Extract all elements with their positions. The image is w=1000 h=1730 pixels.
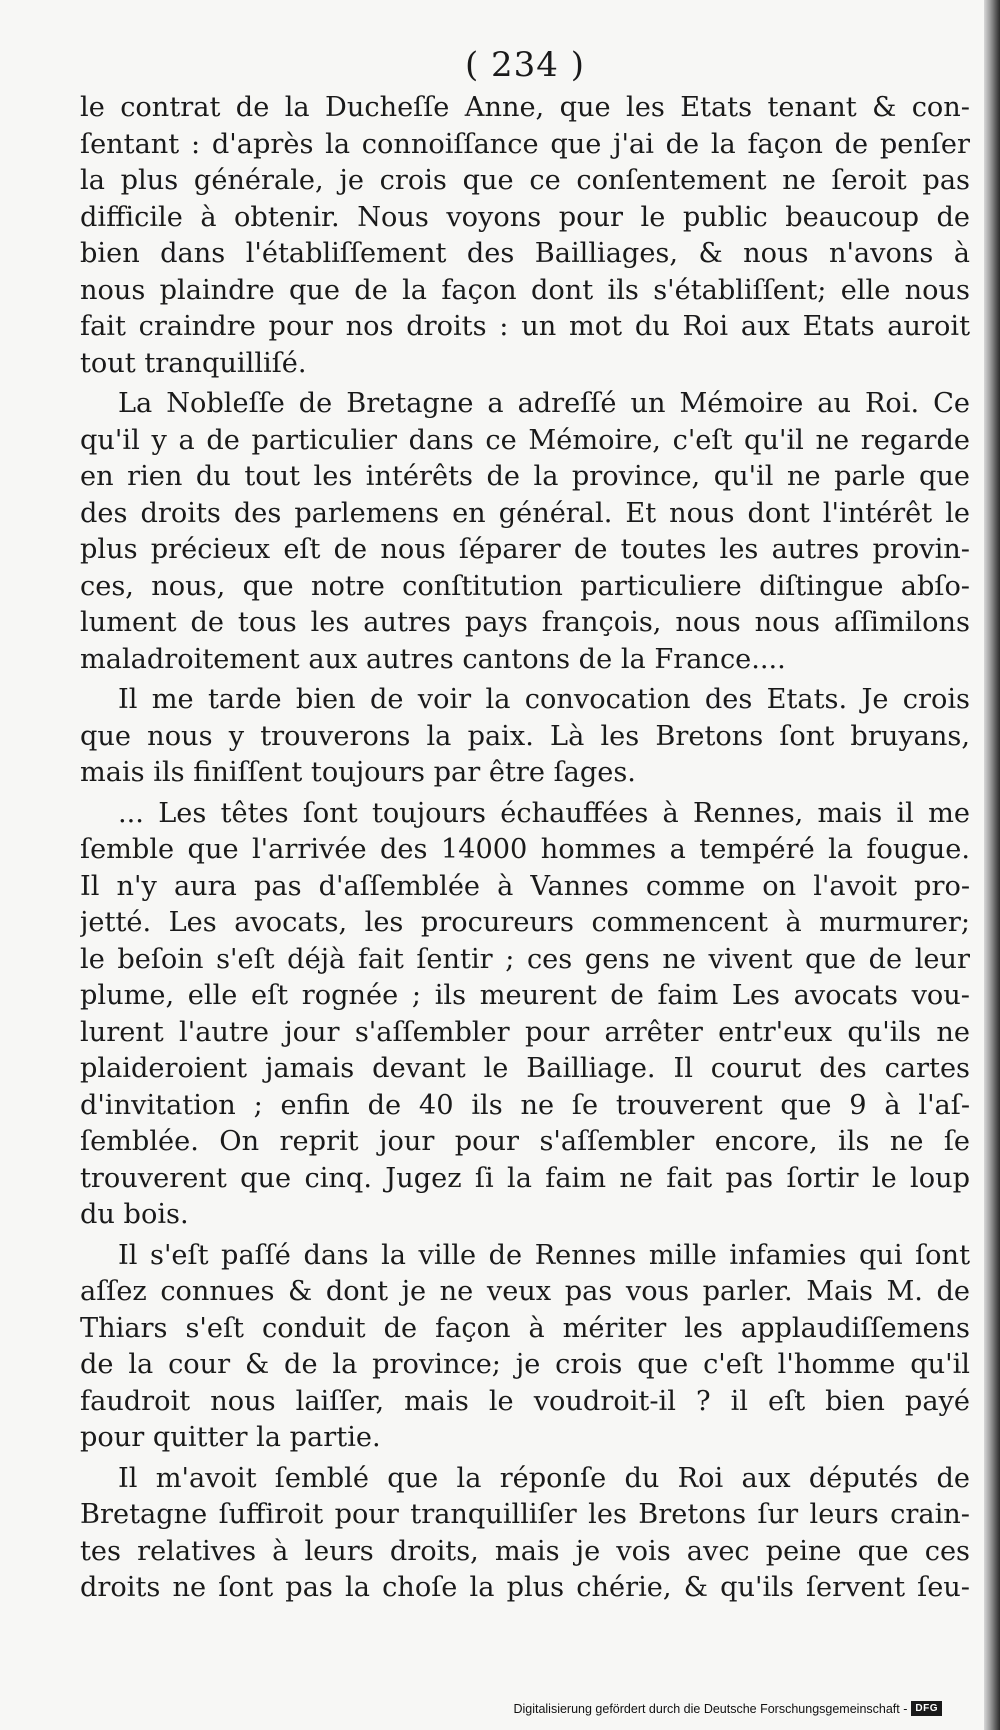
credit-text: Digitalisierung gefördert durch die Deutsche Forschungsgemeinschaft - (513, 1701, 908, 1716)
text-line: Thiars s'eſt conduit de façon à mériter les applaudiſſemens (80, 1312, 970, 1344)
text-line: Il m'avoit ſemblé que la réponſe du Roi aux députés de (118, 1462, 970, 1494)
text-line: ... Les têtes ſont toujours échauffées à Rennes, mais il me (118, 797, 970, 829)
text-line: nous plaindre que de la façon dont ils s'établiſſent; elle nous (80, 274, 970, 306)
text-line: du bois. (80, 1199, 189, 1230)
text-line: d'invitation ; enfin de 40 ils ne ſe trouverent que 9 à l'aſ- (80, 1089, 970, 1121)
text-line: droits ne ſont pas la choſe la plus chérie, & qu'ils ſervent ſeu- (80, 1572, 970, 1603)
book-page (80, 40, 970, 1607)
text-line: tes relatives à leurs droits, mais je vois avec peine que ces (80, 1535, 970, 1567)
digitization-credit (513, 1701, 942, 1716)
text-line: trouverent que cinq. Jugez ſi la faim ne fait pas ſortir le loup (80, 1162, 970, 1194)
text-line: lurent l'autre jour s'aſſembler pour arrêter entr'eux qu'ils ne (80, 1016, 970, 1048)
text-line: Il me tarde bien de voir la convocation des Etats. Je crois (118, 684, 970, 715)
text-line: bien dans l'établiſſement des Bailliages, & nous n'avons à (80, 238, 970, 269)
text-line: en rien du tout les intérêts de la province, qu'il ne parle que (80, 461, 970, 492)
page-text-body (80, 90, 970, 1607)
text-line: ſemble que l'arrivée des 14000 hommes a tempéré la fougue. (80, 834, 970, 865)
text-line: La Nobleſſe de Bretagne a adreſſé un Mémoire au Roi. Ce (118, 388, 970, 419)
text-line: aſſez connues & dont je ne veux pas vous parler. Mais M. de (80, 1276, 970, 1307)
text-line: que nous y trouverons la paix. Là les Bretons ſont bruyans, (80, 720, 970, 752)
text-line: ſemblée. On reprit jour pour s'aſſembler encore, ils ne ſe (80, 1126, 970, 1157)
text-line: la plus générale, je crois que ce conſentement ne ſeroit pas (80, 165, 970, 196)
text-line: qu'il y a de particulier dans ce Mémoire, c'eſt qu'il ne regarde (80, 424, 970, 456)
text-line: plume, elle eſt rognée ; ils meurent de faim Les avocats vou- (80, 980, 970, 1011)
page-edge-shadow (984, 0, 1000, 1730)
text-line: mais ils finiſſent toujours par être ſages. (80, 757, 636, 788)
text-line: Il s'eſt paſſé dans la ville de Rennes mille infamies qui ſont (118, 1239, 970, 1271)
text-line: de la cour & de la province; je crois que c'eſt l'homme qu'il (80, 1349, 970, 1380)
text-line: lument de tous les autres pays françois, nous nous aſſimilons (80, 607, 970, 638)
text-line: tout tranquilliſé. (80, 347, 307, 379)
text-line: maladroitement aux autres cantons de la France.... (80, 643, 786, 675)
text-line: faudroit nous laiſſer, mais le voudroit-il ? il eſt bien payé (80, 1385, 970, 1417)
text-line: ces, nous, que notre conſtitution particuliere diſtingue abſo- (80, 570, 970, 602)
text-line: plaideroient jamais devant le Bailliage. Il courut des cartes (80, 1053, 970, 1084)
text-line: le contrat de la Ducheſſe Anne, que les Etats tenant & con- (80, 92, 970, 123)
text-line: jetté. Les avocats, les procureurs commencent à murmurer; (80, 907, 970, 938)
text-line: des droits des parlemens en général. Et nous dont l'intérêt le (80, 497, 970, 529)
text-line: le beſoin s'eſt déjà fait ſentir ; ces gens ne vivent que de leur (80, 943, 970, 975)
dfg-logo: DFG (911, 1701, 942, 1716)
text-line: Bretagne ſuffiroit pour tranquilliſer les Bretons ſur leurs crain- (80, 1499, 970, 1530)
text-line: pour quitter la partie. (80, 1422, 381, 1453)
text-line: fait craindre pour nos droits : un mot du Roi aux Etats auroit (80, 311, 970, 342)
text-line: ſentant : d'après la connoiſſance que j'ai de la façon de penſer (80, 128, 970, 160)
text-line: Il n'y aura pas d'aſſemblée à Vannes comme on l'avoit pro- (80, 870, 970, 902)
text-line: plus précieux eſt de nous ſéparer de toutes les autres provin- (80, 534, 970, 565)
text-line: difficile à obtenir. Nous voyons pour le public beaucoup de (80, 201, 970, 233)
page-number: ( 234 ) (464, 45, 586, 85)
